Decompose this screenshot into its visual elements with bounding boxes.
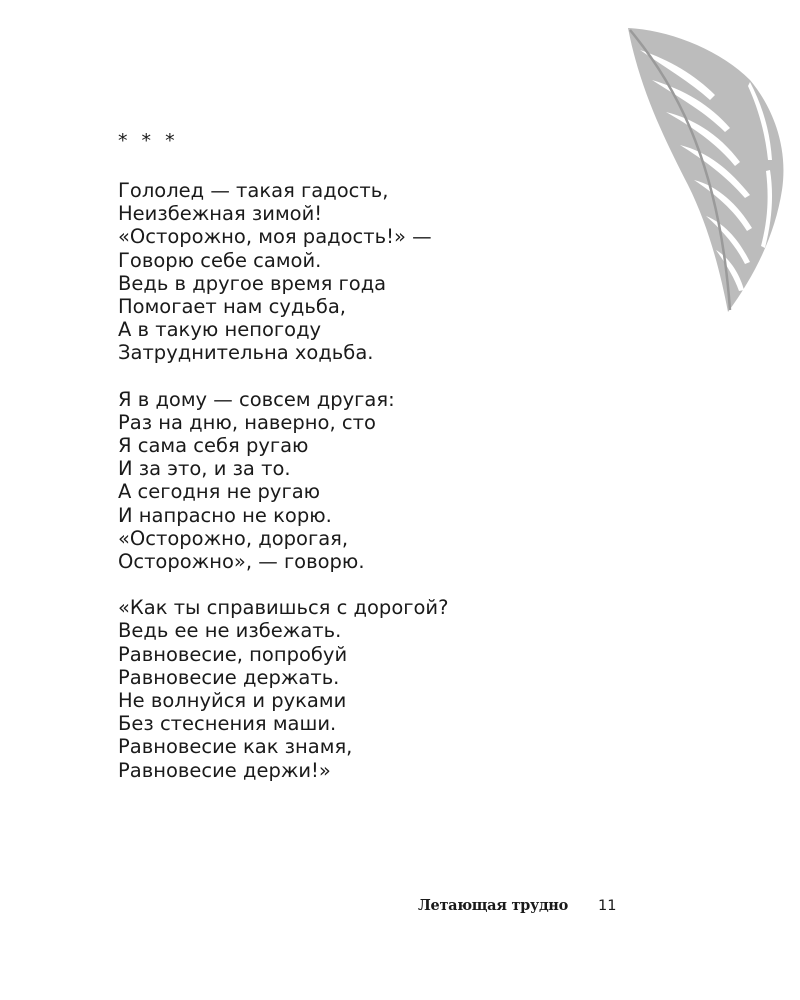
poem-separator: * * * (118, 130, 179, 152)
poem-line: Осторожно», — говорю. (118, 550, 365, 574)
poem-line: Неизбежная зимой! (118, 202, 323, 226)
poem-line: Не волнуйся и руками (118, 689, 347, 713)
poem-line: Равновесие держи!» (118, 758, 331, 782)
poem-line: Затруднительна ходьба. (118, 341, 374, 365)
poem-line: Равновесие держать. (118, 665, 340, 689)
poem-line: Я сама себя ругаю (118, 434, 309, 458)
poem-line: Ведь ее не избежать. (118, 619, 342, 643)
poem-line: «Как ты справишься с дорогой? (118, 596, 449, 620)
feather-icon (600, 20, 790, 320)
poem-line: Равновесие как знамя, (118, 735, 353, 759)
poem-line: А в такую непогоду (118, 318, 322, 342)
poem-line: Равновесие, попробуй (118, 642, 348, 666)
page-footer (418, 897, 616, 919)
poem-line: Гололед — такая гадость, (118, 179, 389, 202)
stanza-3 (118, 596, 578, 782)
page-number: 11 (598, 898, 617, 914)
stanza-1 (118, 179, 578, 365)
poem-line: И напрасно не корю. (118, 503, 332, 527)
stanza-2 (118, 388, 578, 574)
poem-line: Без стеснения маши. (118, 712, 337, 736)
poem-line: Говорю себе самой. (118, 248, 322, 272)
poem (118, 130, 578, 805)
poem-line: «Осторожно, моя радость!» — (118, 225, 432, 249)
poem-line: Я в дому — совсем другая: (118, 387, 395, 411)
poem-line: А сегодня не ругаю (118, 480, 321, 504)
poem-line: Ведь в другое время года (118, 271, 387, 295)
poem-line: «Осторожно, дорогая, (118, 526, 349, 550)
poem-line: Раз на дню, наверно, сто (118, 410, 376, 434)
poem-line: И за это, и за то. (118, 457, 291, 481)
poem-line: Помогает нам судьба, (118, 295, 347, 319)
book-title: Летающая трудно (418, 897, 568, 914)
